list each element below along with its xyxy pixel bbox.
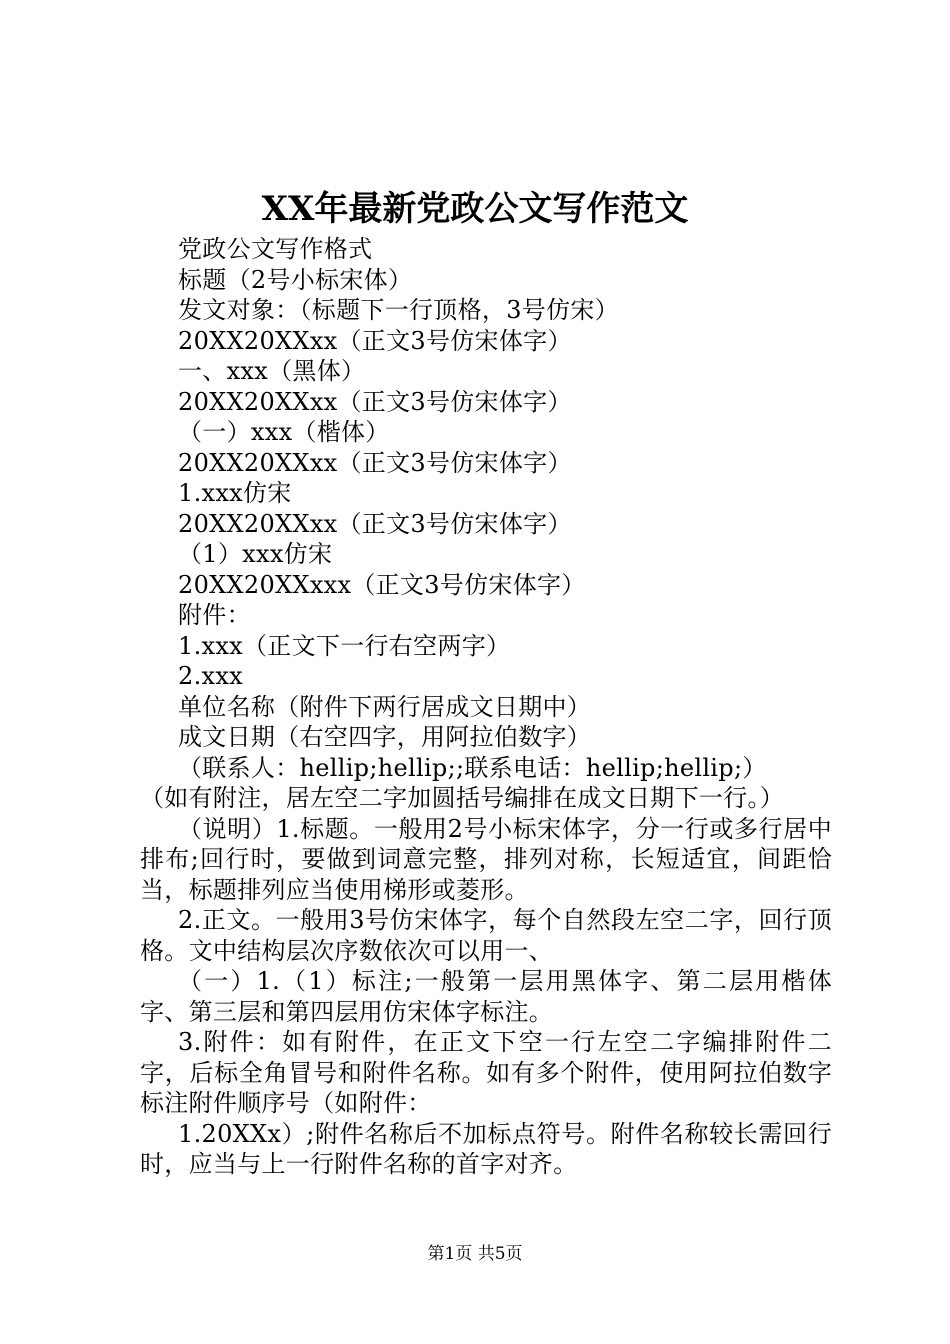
format-line: （一）xxx（楷体） [178, 418, 390, 446]
paragraph-attachment-name-rules: 1.20XXx）;附件名称后不加标点符号。附件名称较长需回行时，应当与上一行附件名称的首字对齐。 [140, 1119, 832, 1178]
format-line: （1）xxx仿宋 [178, 540, 333, 568]
format-line: 20XX20XXxx（正文3号仿宋体字） [178, 326, 572, 355]
format-line: 标题（2号小标宋体） [178, 265, 413, 294]
format-line: 党政公文写作格式 [178, 235, 373, 263]
format-line: 20XX20XXxx（正文3号仿宋体字） [178, 387, 572, 416]
page-footer: 第1页 共5页 [427, 1244, 523, 1264]
contact-line: （联系人：hellip;hellip;;联系电话：hellip;hellip;） [178, 753, 767, 782]
format-line: 1.xxx（正文下一行右空两字） [178, 631, 511, 660]
format-line: 单位名称（附件下两行居成文日期中） [178, 692, 592, 721]
format-line: 1.xxx仿宋 [178, 479, 292, 507]
document-body [140, 234, 832, 1180]
format-line: 一、xxx（黑体） [178, 357, 366, 385]
page-title: XX年最新党政公文写作范文 [261, 189, 689, 229]
format-line: 2.xxx [178, 662, 244, 690]
format-line: 20XX20XXxxx（正文3号仿宋体字） [178, 570, 586, 599]
paragraph-title-rules: （说明）1.标题。一般用2号小标宋体字，分一行或多行居中排布;回行时，要做到词意完整，排列对称，长短适宜，间距恰当，标题排列应当使用梯形或菱形。 [140, 814, 832, 904]
note-line: （如有附注，居左空二字加圆括号编排在成文日期下一行。） [140, 784, 785, 812]
format-line: 发文对象：（标题下一行顶格，3号仿宋） [178, 296, 619, 324]
paragraph-body-rules: 2.正文。一般用3号仿宋体字，每个自然段左空二字，回行顶格。文中结构层次序数依次可以用一、 [140, 906, 832, 965]
format-line: 20XX20XXxx（正文3号仿宋体字） [178, 448, 572, 477]
format-line: 附件： [178, 601, 251, 629]
format-line: 20XX20XXxx（正文3号仿宋体字） [178, 509, 572, 538]
paragraph-attachment-rules: 3.附件：如有附件，在正文下空一行左空二字编排附件二字，后标全角冒号和附件名称。如有多个附件，使用阿拉伯数字标注附件顺序号（如附件： [140, 1028, 832, 1117]
format-line: 成文日期（右空四字，用阿拉伯数字） [178, 723, 592, 751]
paragraph-level-rules: （一）1.（1）标注;一般第一层用黑体字、第二层用楷体字、第三层和第四层用仿宋体字标注。 [140, 967, 832, 1026]
